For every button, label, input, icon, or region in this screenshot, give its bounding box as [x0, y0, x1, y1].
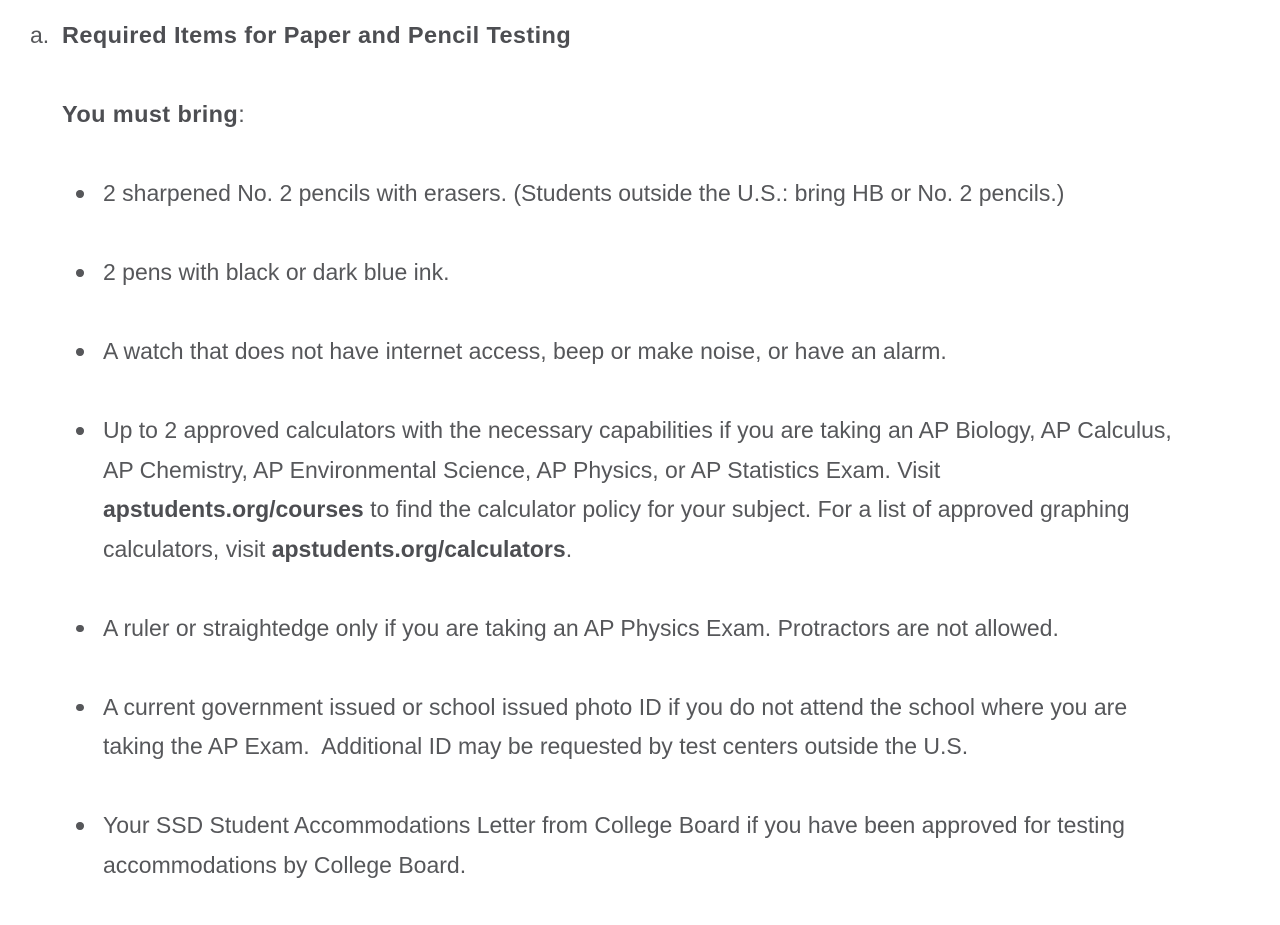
section-content: [62, 16, 1180, 925]
bold-url-text: apstudents.org/calculators: [271, 535, 566, 562]
must-bring-colon: :: [238, 101, 245, 127]
required-item: [62, 332, 1180, 372]
item-text: Up to 2 approved calculators with the necessary capabilities if you are taking an AP Biology, AP Calculus, AP Chemistry, AP Environmental Science, AP Physics, or AP Statistics Exam. Visit: [103, 417, 1177, 483]
required-item: [62, 411, 1180, 569]
required-item: [62, 609, 1180, 649]
item-text: 2 pens with black or dark blue ink.: [103, 259, 450, 285]
lettered-list-item-a: [30, 16, 1220, 925]
required-item: [62, 174, 1180, 214]
must-bring-bold-text: You must bring: [62, 101, 239, 127]
required-item: [62, 688, 1180, 767]
item-text: Your SSD Student Accommodations Letter from College Board if you have been approved for testing accommodations by College Board.: [103, 812, 1132, 878]
required-items-list: [62, 174, 1180, 885]
must-bring-label: [62, 95, 1180, 135]
list-marker-a: a.: [30, 22, 50, 48]
item-text: to find the calculator policy for your subject. For a list of approved graphing calculators, visit: [103, 496, 1136, 562]
section-heading: Required Items for Paper and Pencil Testing: [62, 22, 572, 48]
item-text: A watch that does not have internet access, beep or make noise, or have an alarm.: [103, 338, 947, 364]
required-item: [62, 253, 1180, 293]
item-text: .: [565, 535, 573, 562]
item-text: 2 sharpened No. 2 pencils with erasers. (Students outside the U.S.: bring HB or No. 2 pencils.): [103, 180, 1065, 206]
item-text: A ruler or straightedge only if you are taking an AP Physics Exam. Protractors are not allowed.: [103, 614, 1059, 641]
item-text: A current government issued or school issued photo ID if you do not attend the school where you are taking the AP Exam. Additional ID may be requested by test centers outside the U.S.: [103, 693, 1134, 759]
required-item: [62, 806, 1180, 885]
bold-url-text: apstudents.org/courses: [103, 496, 364, 522]
